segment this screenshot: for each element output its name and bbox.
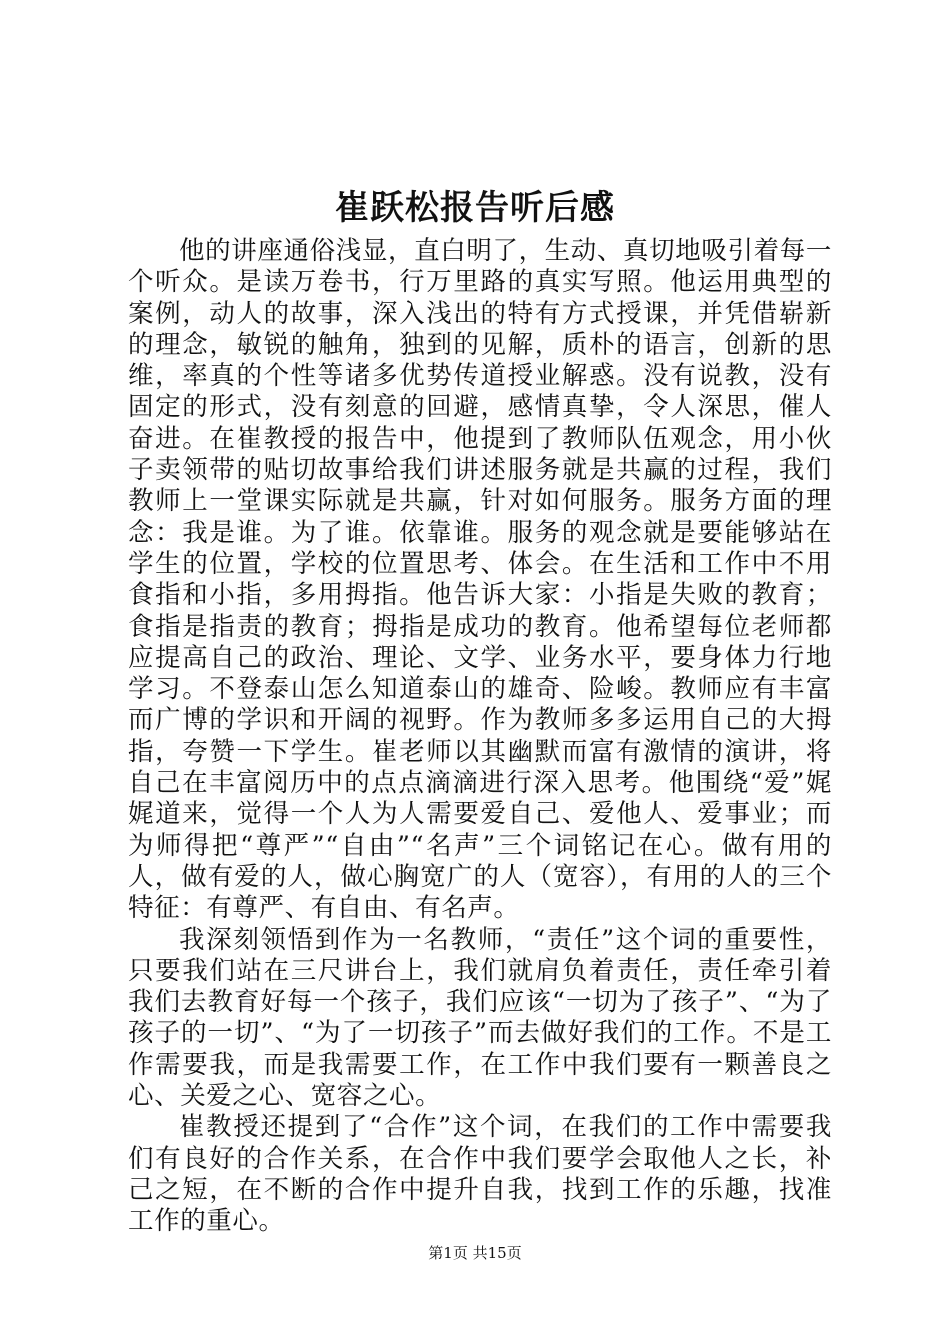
- paragraph-1: 他的讲座通俗浅显，直白明了，生动、真切地吸引着每一个听众。是读万卷书，行万里路的真实写照。他运用典型的案例，动人的故事，深入浅出的特有方式授课，并凭借崭新的理念，敏锐的触角，独到的见解，质朴的语言，创新的思维，率真的个性等诸多优势传道授业解惑。没有说教，没有固定的形式，没有刻意的回避，感情真挚，令人深思，催人奋进。在崔教授的报告中，他提到了教师队伍观念，用小伙子卖领带的贴切故事给我们讲述服务就是共赢的过程，我们教师上一堂课实际就是共赢，针对如何服务。服务方面的理念：我是谁。为了谁。依靠谁。服务的观念就是要能够站在学生的位置，学校的位置思考、体会。在生活和工作中不用食指和小指，多用拇指。他告诉大家：小指是失败的教育；食指是指责的教育；拇指是成功的教育。他希望每位老师都应提高自己的政治、理论、文学、业务水平，要身体力行地学习。不登泰山怎么知道泰山的雄奇、险峻。教师应有丰富而广博的学识和开阔的视野。作为教师多多运用自己的大拇指，夸赞一下学生。崔老师以其幽默而富有激情的演讲，将自己在丰富阅历中的点点滴滴进行深入思考。他围绕“爱”娓娓道来，觉得一个人为人需要爱自己、爱他人、爱事业；而为师得把“尊严”“自由”“名声”三个词铭记在心。做有用的人，做有爱的人，做心胸宽广的人（宽容），有用的人的三个特征：有尊严、有自由、有名声。: [128, 236, 832, 924]
- document-body: [128, 236, 832, 1238]
- paragraph-2: 我深刻领悟到作为一名教师，“责任”这个词的重要性，只要我们站在三尺讲台上，我们就肩负着责任，责任牵引着我们去教育好每一个孩子，我们应该“一切为了孩子”、“为了孩子的一切”、“为了一切孩子”而去做好我们的工作。不是工作需要我，而是我需要工作，在工作中我们要有一颗善良之心、关爱之心、宽容之心。: [128, 924, 832, 1112]
- page-number-footer: 第1页 共15页: [428, 1244, 522, 1262]
- paragraph-3: 崔教授还提到了“合作”这个词，在我们的工作中需要我们有良好的合作关系，在合作中我们要学会取他人之长，补己之短，在不断的合作中提升自我，找到工作的乐趣，找准工作的重心。: [128, 1112, 832, 1237]
- document-title: 崔跃松报告听后感: [335, 188, 615, 228]
